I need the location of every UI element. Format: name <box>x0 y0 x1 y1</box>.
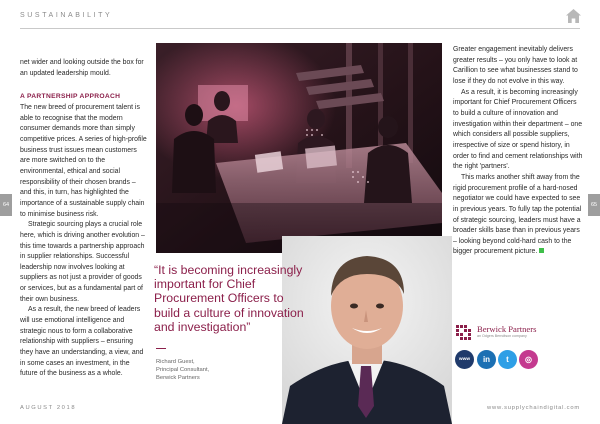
body-paragraph <box>453 173 583 258</box>
office-meeting-photo <box>156 43 442 253</box>
berwick-logo-icon <box>455 324 472 341</box>
body-paragraph: net wider and looking outside the box for an updated leadership mould. <box>20 59 144 77</box>
attribution-name: Richard Guest, <box>156 359 195 365</box>
left-column <box>20 58 147 380</box>
website-link-icon[interactable]: www <box>455 350 474 369</box>
quote-attribution <box>156 358 266 383</box>
linkedin-icon[interactable]: in <box>477 350 496 369</box>
portrait-photo <box>282 236 452 424</box>
end-mark-icon <box>539 248 544 253</box>
logo-tagline: an Odgers Berndtson company <box>477 334 527 338</box>
quote-divider <box>156 348 166 349</box>
home-icon[interactable] <box>565 8 582 24</box>
berwick-partners-logo[interactable] <box>455 324 580 342</box>
section-label: SUSTAINABILITY <box>20 12 113 19</box>
issue-date: AUGUST 2018 <box>20 405 77 411</box>
logo-name: Berwick Partners <box>477 324 537 334</box>
header-divider <box>20 28 580 29</box>
right-column <box>453 45 583 258</box>
pull-quote: “It is becoming increasingly important for Chief Procurement Officers to build a culture of innovation and investigation” <box>154 263 304 334</box>
attribution-role: Principal Consultant, <box>156 367 210 374</box>
page-number-right: 65 <box>588 194 600 216</box>
website-url[interactable]: www.supplychaindigital.com <box>487 405 580 411</box>
twitter-icon[interactable]: t <box>498 350 517 369</box>
body-paragraph: Strategic sourcing plays a crucial role here, which is driving another evolution – this time towards a partnership approach in supplier relationships. Successful leadership now involves looking at suppliers as not just a provider of goods or services, but as a fundamental part of their own business. <box>20 221 145 303</box>
page-number-left: 64 <box>0 194 12 216</box>
instagram-icon[interactable]: ◎ <box>519 350 538 369</box>
subheading: A PARTNERSHIP APPROACH <box>20 93 121 101</box>
paragraph-text: This marks another shift away from the rigid procurement profile of a hard-nosed negotiator we could have expected to see in previous years. To fully tap the potential of strategic sourcing, leaders must have a broader skills base than in previous years – looking beyond cold-hard cash to the bigger procurement picture. <box>453 173 582 256</box>
body-paragraph: The new breed of procurement talent is able to recognise that the modern consumer demands more than simply competitive prices. A series of high-profile business trust issues mean customers are more switched on to the environmental, ethical and social responsibility of their chosen brands – and this, in turn, has highlighted the importance of a sustainable supply chain to minimise business risk. <box>20 103 147 218</box>
attribution-company: Berwick Partners <box>156 375 200 382</box>
body-paragraph: As a result, the new breed of leaders will use emotional intelligence and strategic nous to form a collaborative relationship with suppliers – ensuring they have an understanding, a view, and in some cases an investment, in the future of the business as a whole. <box>20 306 144 378</box>
body-paragraph: As a result, it is becoming increasingly important for Chief Procurement Officers to build a culture of innovation and investigation within their department – one which considers all possible suppliers, irrespective of size or spend history, in order to find and cement relationships with the right 'partners'. <box>453 88 583 171</box>
body-paragraph: Greater engagement inevitably delivers greater results – you only have to look at Carillion to see what businesses stand to lose if they do not evolve in this way. <box>453 46 578 85</box>
